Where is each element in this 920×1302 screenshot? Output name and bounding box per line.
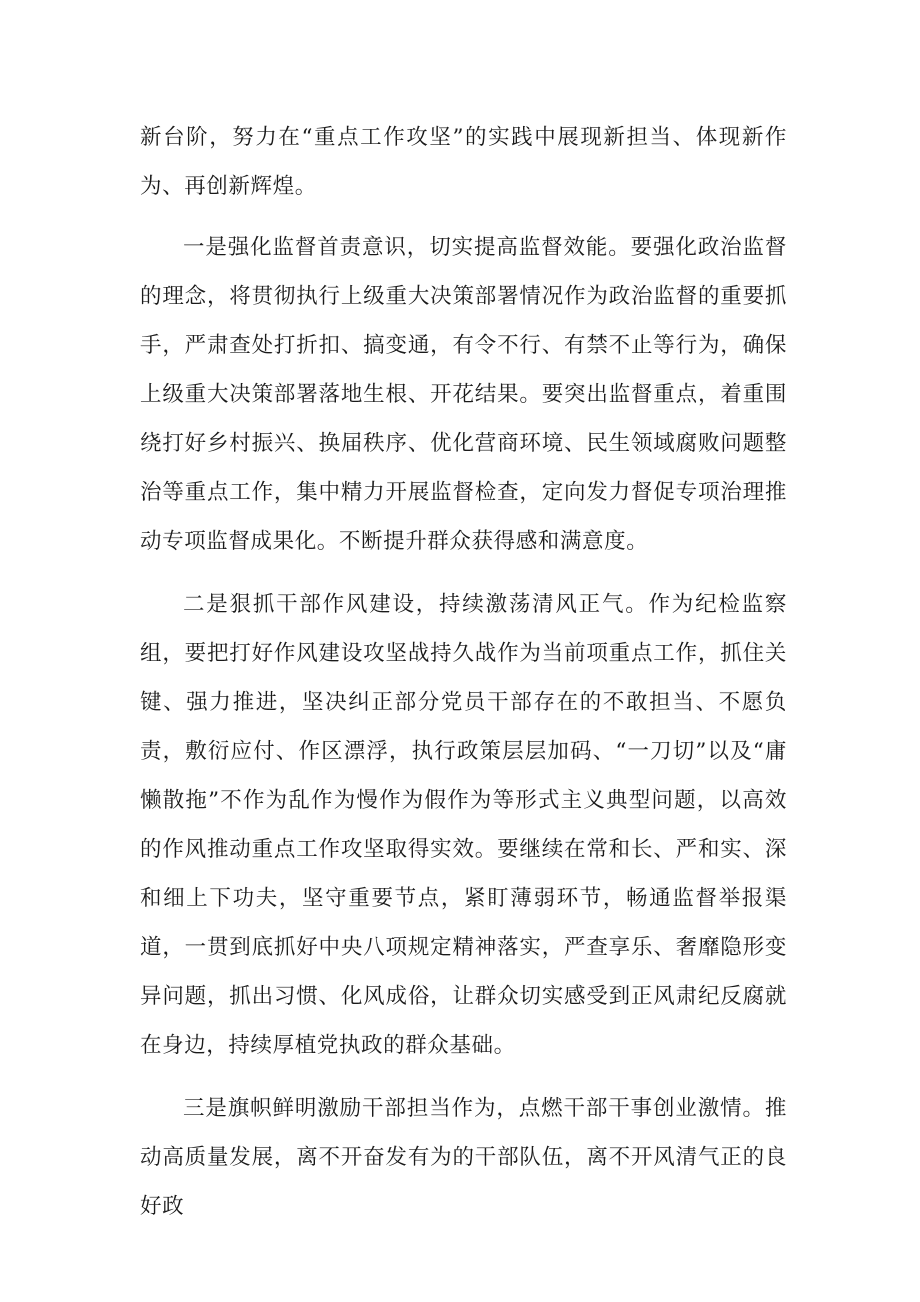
paragraph-point-three: 三是旗帜鲜明激励干部担当作为，点燃干部干事创业激情。推动高质量发展，离不开奋发有为的干部队伍，离不开风清气正的良好政 <box>140 1096 787 1219</box>
paragraph-point-two: 二是狠抓干部作风建设，持续激荡清风正气。作为纪检监察组，要把打好作风建设攻坚战持久战作为当前项重点工作，抓住关键、强力推进，坚决纠正部分党员干部存在的不敢担当、不愿负责，敷衍应付、作区漂浮，执行政策层层加码、“一刀切”以及“庸懒散拖”不作为乱作为慢作为假作为等形式主义典型问题，以高效的作风推动重点工作攻坚取得实效。要继续在常和长、严和实、深和细上下功夫，坚守重要节点，紧盯薄弱环节，畅通监督举报渠道，一贯到底抓好中央八项规定精神落实，严查享乐、奢靡隐形变异问题，抓出习惯、化风成俗，让群众切实感受到正风肃纪反腐就在身边，持续厚植党执政的群众基础。 <box>140 592 787 1058</box>
paragraph-point-one: 一是强化监督首责意识，切实提高监督效能。要强化政治监督的理念，将贯彻执行上级重大决策部署情况作为政治监督的重要抓手，严肃查处打折扣、搞变通，有令不行、有禁不止等行为，确保上级重大决策部署落地生根、开花结果。要突出监督重点，着重围绕打好乡村振兴、换届秩序、优化营商环境、民生领域腐败问题整治等重点工作，集中精力开展监督检查，定向发力督促专项治理推动专项监督成果化。不断提升群众获得感和满意度。 <box>140 235 787 554</box>
paragraph-continuation: 新台阶，努力在“重点工作攻坚”的实践中展现新担当、体现新作为、再创新辉煌。 <box>140 125 787 199</box>
document-body <box>140 113 787 1245</box>
